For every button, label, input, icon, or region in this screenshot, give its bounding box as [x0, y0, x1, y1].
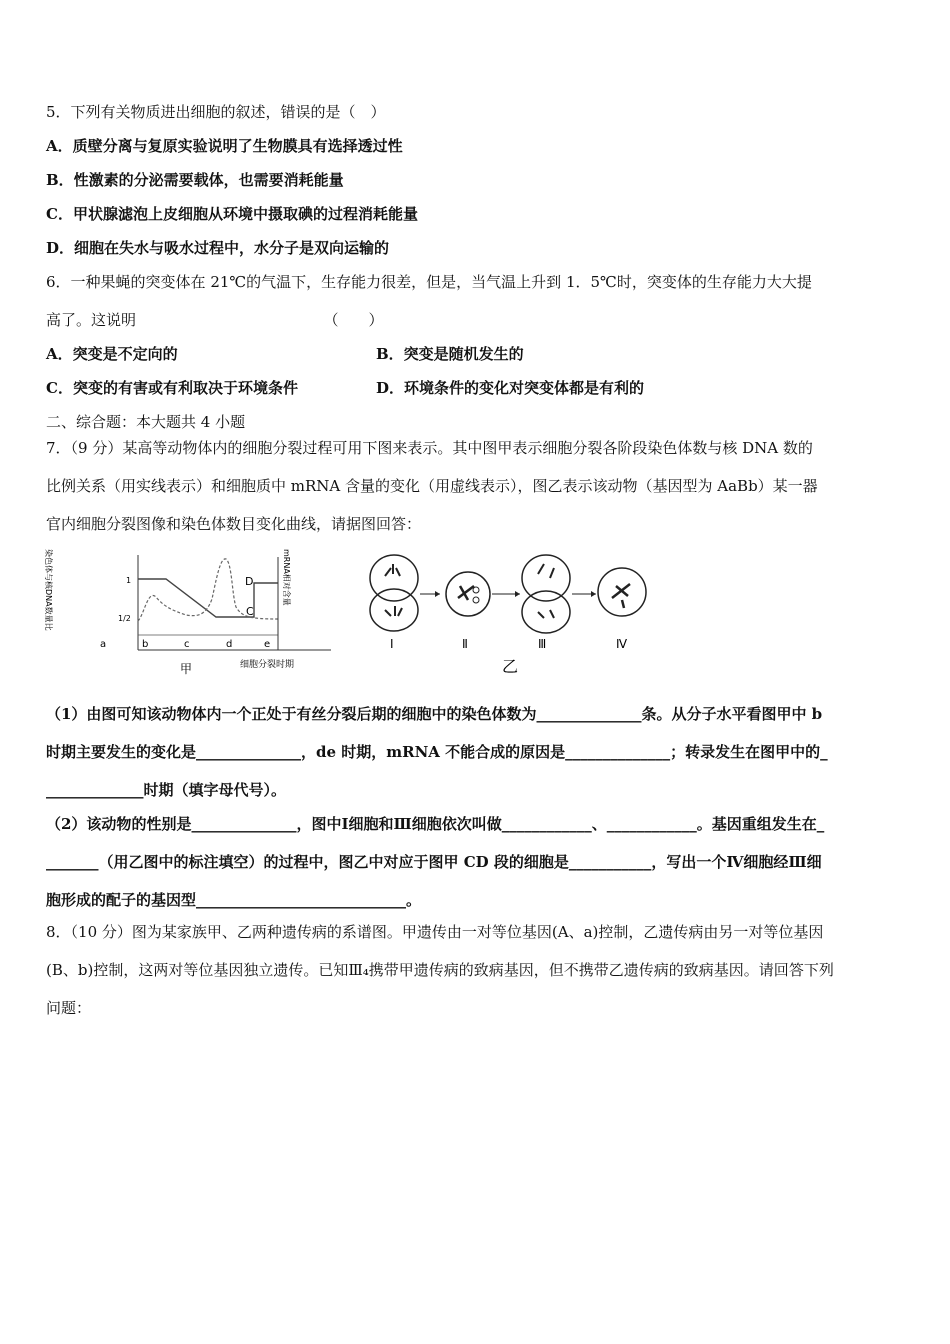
y-axis-left-label: 染色体与核DNA数量比 [44, 549, 53, 631]
q5-option-d: D．细胞在失水与吸水过程中，水分子是双向运输的 [46, 239, 390, 257]
q7-part1-line3: _____________时期（填字母代号）。 [46, 781, 287, 799]
cell-iv [598, 568, 646, 616]
period-a: a [100, 639, 107, 650]
q6-option-b: B．突变是随机发生的 [376, 345, 524, 363]
chromosome-dna-ratio-line [138, 579, 278, 617]
tick-1: 1 [126, 576, 132, 585]
period-b: b [142, 639, 149, 650]
figure-yi-caption: 乙 [502, 657, 519, 676]
q7-part1-line1: （1）由图可知该动物体内一个正处于有丝分裂后期的细胞中的染色体数为______________条。从分子水平看图甲中 b [46, 705, 823, 723]
q5-option-b: B．性激素的分泌需要载体，也需要消耗能量 [46, 171, 344, 189]
q7-stem-line3: 官内细胞分裂图像和染色体数目变化曲线，请据图回答： [46, 515, 422, 533]
q5-option-c: C．甲状腺滤泡上皮细胞从环境中摄取碘的过程消耗能量 [46, 205, 418, 223]
q7-part2-line1: （2）该动物的性别是______________，图中Ⅰ细胞和Ⅲ细胞依次叫做____________、____________。基因重组发生在_ [46, 815, 825, 833]
period-e: e [264, 639, 271, 650]
q6-stem-line2: 高了。这说明 （ ） [46, 311, 384, 329]
q6-option-d: D．环境条件的变化对突变体都是有利的 [376, 379, 645, 397]
q5-stem: 5．下列有关物质进出细胞的叙述，错误的是（ ） [46, 103, 386, 121]
q6-stem-line1: 6．一种果蝇的突变体在 21℃的气温下，生存能力很差，但是，当气温上升到 1．5℃时，突变体的生存能力大大提 [46, 273, 812, 291]
period-d: d [226, 639, 233, 650]
cell-iii [522, 555, 570, 633]
figure-jia [46, 545, 316, 675]
q6-option-a: A．突变是不定向的 [46, 345, 178, 363]
q7-stem-line2: 比例关系（用实线表示）和细胞质中 mRNA 含量的变化（用虚线表示），图乙表示该动物（基因型为 AaBb）某一器 [46, 477, 818, 495]
point-d-label: D [245, 575, 254, 588]
y-axis-right-label: mRNA相对含量 [282, 549, 291, 606]
cell-i [370, 555, 418, 631]
section-heading: 二、综合题：本大题共 4 小题 [46, 413, 246, 431]
x-axis-label: 细胞分裂时期 [240, 660, 295, 670]
label-iii: Ⅲ [538, 637, 547, 651]
q6-option-c: C．突变的有害或有利取决于环境条件 [46, 379, 298, 397]
period-c: c [184, 639, 190, 650]
q7-part1-line2: 时期主要发生的变化是______________，de 时期，mRNA 不能合成的原因是______________；转录发生在图甲中的_ [46, 743, 828, 761]
q7-stem-line1: 7．（9 分）某高等动物体内的细胞分裂过程可用下图来表示。其中图甲表示细胞分裂各阶段染色体数与核 DNA 数的 [46, 439, 813, 457]
q5-option-a: A．质壁分离与复原实验说明了生物膜具有选择透过性 [46, 137, 403, 155]
q8-stem-line1: 8．（10 分）图为某家族甲、乙两种遗传病的系谱图。甲遗传由一对等位基因(A、a)控制，乙遗传病由另一对等位基因 [46, 923, 824, 941]
q8-stem-line2: (B、b)控制，这两对等位基因独立遗传。已知Ⅲ₄携带甲遗传病的致病基因，但不携带乙遗传病的致病基因。请回答下列 [46, 961, 834, 979]
q7-part2-line3: 胞形成的配子的基因型____________________________。 [46, 891, 422, 909]
figure-jia-caption: 甲 [180, 662, 193, 676]
q7-part2-line2: _______（用乙图中的标注填空）的过程中，图乙中对应于图甲 CD 段的细胞是___________，写出一个Ⅳ细胞经Ⅲ细 [46, 853, 822, 871]
q8-stem-line3: 问题： [46, 999, 92, 1017]
point-c-label: C [246, 605, 254, 618]
tick-half: 1/2 [118, 614, 131, 623]
cell-ii [446, 572, 490, 616]
label-i: Ⅰ [390, 637, 394, 651]
label-ii: Ⅱ [462, 637, 468, 651]
figure-yi [360, 548, 660, 680]
label-iv: Ⅳ [616, 637, 628, 651]
